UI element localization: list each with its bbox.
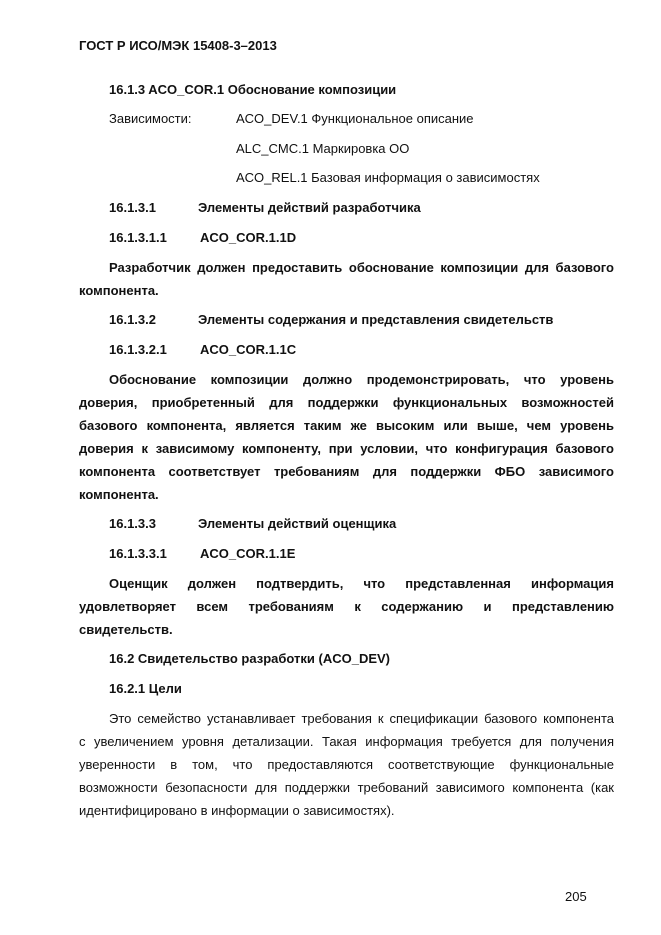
paragraph-line: свидетельств. — [79, 622, 173, 637]
paragraph-line: доверия к зависимому компоненту, при условии, что конфигурация базового — [79, 441, 614, 456]
element-title: ACO_COR.1.1D — [200, 230, 297, 245]
paragraph-line: с увеличением уровня детализации. Такая информация требуется для получения — [79, 734, 614, 749]
subsection-title-goals: 16.2.1 Цели — [109, 681, 182, 696]
paragraph-line: компонента соответствует требованиям для поддержки ФБО зависимого — [79, 464, 614, 479]
paragraph-line: компонента. — [79, 283, 159, 298]
element-title: Элементы действий оценщика — [198, 516, 397, 531]
paragraph-line: доверия, приобретенный для поддержки функциональных возможностей — [79, 395, 614, 410]
document-header: ГОСТ Р ИСО/МЭК 15408-3–2013 — [79, 38, 277, 53]
element-number: 16.1.3.2.1 — [109, 342, 167, 357]
element-number: 16.1.3.2 — [109, 312, 156, 327]
element-title: ACO_COR.1.1C — [200, 342, 297, 357]
paragraph-line: Это семейство устанавливает требования к спецификации базового компонента — [109, 711, 614, 726]
paragraph-line: Оценщик должен подтвердить, что представленная информация — [109, 576, 614, 591]
dependencies-label: Зависимости: — [109, 111, 192, 126]
paragraph-line: уверенности в том, что предоставляются соответствующие функциональные — [79, 757, 614, 772]
paragraph-line: Разработчик должен предоставить обоснование композиции для базового — [109, 260, 614, 275]
element-number: 16.1.3.3 — [109, 516, 156, 531]
element-number: 16.1.3.3.1 — [109, 546, 167, 561]
dependency-item: ACO_REL.1 Базовая информация о зависимостях — [236, 170, 540, 185]
paragraph-line: базового компонента, является таким же высоким или выше, чем уровень — [79, 418, 614, 433]
paragraph-line: компонента. — [79, 487, 159, 502]
section-title-aco-dev: 16.2 Свидетельство разработки (ACO_DEV) — [109, 651, 391, 666]
paragraph-line: возможности безопасности для поддержки требований зависимого компонента (как — [79, 780, 614, 795]
paragraph-line: удовлетворяет всем требованиям к содержанию и представлению — [79, 599, 614, 614]
element-title: Элементы содержания и представления свидетельств — [198, 312, 554, 327]
page-number: 205 — [565, 889, 587, 904]
section-title-aco-cor: 16.1.3 ACO_COR.1 Обоснование композиции — [109, 82, 397, 97]
paragraph-line: идентифицировано в информации о зависимостях). — [79, 803, 395, 818]
element-title: Элементы действий разработчика — [198, 200, 421, 215]
element-title: ACO_COR.1.1E — [200, 546, 296, 561]
dependency-item: ALC_CMC.1 Маркировка ОО — [236, 141, 410, 156]
paragraph-line: Обоснование композиции должно продемонстрировать, что уровень — [109, 372, 614, 387]
element-number: 16.1.3.1.1 — [109, 230, 167, 245]
dependency-item: ACO_DEV.1 Функциональное описание — [236, 111, 474, 126]
element-number: 16.1.3.1 — [109, 200, 156, 215]
